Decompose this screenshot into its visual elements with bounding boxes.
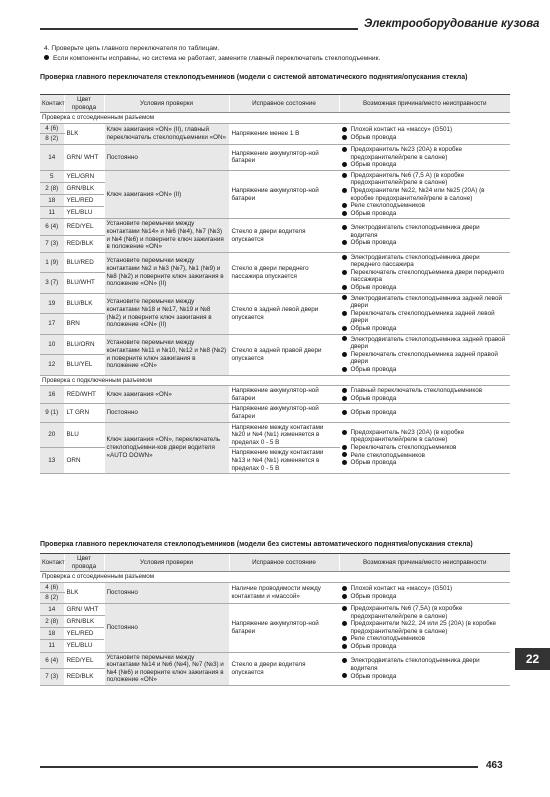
wire-color-cell: BLU/WHT bbox=[64, 273, 104, 293]
wire-color-cell: RED/BLK bbox=[64, 669, 104, 686]
section-label: Проверка с подключенным разъемом bbox=[40, 375, 510, 386]
cause-text: Переключатель стеклоподъемника задней левой двери bbox=[350, 309, 495, 325]
cause-item bbox=[342, 593, 509, 601]
column-header: Условия проверки bbox=[104, 95, 229, 113]
contact-cell: 8 (2) bbox=[40, 593, 64, 604]
wire-color-cell: GRN/BLK bbox=[64, 616, 104, 628]
condition-cell: Ключ зажигания «ON» (II) bbox=[104, 170, 229, 219]
cause-text: Реле стеклоподъемников bbox=[350, 635, 425, 643]
causes-cell bbox=[339, 219, 510, 252]
cause-text: Обрыв провода bbox=[350, 459, 397, 467]
cause-item bbox=[342, 444, 509, 452]
bullet-icon bbox=[342, 311, 347, 316]
section-label: Проверка с отсоединенным разъемом bbox=[40, 572, 510, 583]
causes-cell bbox=[339, 386, 510, 404]
condition-cell: Ключ зажигания «ON», переключатель стеклоподъемни-ков двери водителя «AUTO DOWN» bbox=[104, 422, 229, 474]
condition-cell: Установите перемычки между контактами №2 и №3 (№7), №1 (№9) и №8 (№2) и поверните ключ зажигания в положение «ON» (II) bbox=[104, 252, 229, 293]
intro-step: 4. Проверьте цепь главного переключателя по таблицам. bbox=[44, 45, 220, 52]
bullet-icon bbox=[342, 295, 347, 300]
state-cell: Напряжение аккумулятор-ной батареи bbox=[229, 170, 339, 219]
table-header-row bbox=[40, 554, 510, 572]
table-row bbox=[40, 170, 510, 182]
state-cell: Стекло в задней правой двери опускается bbox=[229, 334, 339, 375]
state-cell: Напряжение аккумулятор-ной батареи bbox=[229, 603, 339, 652]
state-cell: Напряжение аккумулятор-ной батареи bbox=[229, 404, 339, 422]
state-cell: Напряжение между контактами №13 и №4 (№1) изменяется в пределах 0 - 5 В bbox=[229, 448, 339, 474]
section-label: Проверка с отсоединенным разъемом bbox=[40, 113, 510, 124]
bullet-icon bbox=[342, 621, 347, 626]
bullet-icon bbox=[342, 658, 347, 663]
causes-cell bbox=[339, 603, 510, 652]
bullet-icon bbox=[342, 173, 347, 178]
table-row bbox=[40, 404, 510, 422]
page-number: 463 bbox=[486, 760, 503, 771]
cause-text: Электродвигатель стеклоподъемника двери водителя bbox=[350, 224, 480, 239]
wire-color-cell: BLU/YEL bbox=[64, 355, 104, 375]
bullet-icon bbox=[342, 430, 347, 435]
state-cell: Стекло в двери водителя опускается bbox=[229, 219, 339, 252]
wire-color-cell: RED/YEL bbox=[64, 219, 104, 236]
contact-cell: 19 bbox=[40, 293, 64, 313]
table1-title: Проверка главного переключателя стеклоподъемников (модели с системой автоматического поднятия/опускания стекла) bbox=[40, 74, 468, 81]
cause-item bbox=[342, 643, 509, 651]
cause-text: Переключатель стеклоподъемника задней правой двери bbox=[350, 350, 498, 366]
column-header: Контакт bbox=[40, 95, 64, 113]
header-rule bbox=[40, 28, 358, 30]
causes-cell bbox=[339, 293, 510, 334]
cause-item bbox=[342, 657, 509, 672]
bullet-icon bbox=[342, 255, 347, 260]
intro bbox=[44, 44, 380, 63]
cause-text: Предохранитель №23 (20А) в коробке предохранителей/реле в салоне) bbox=[350, 145, 462, 161]
bullet-icon bbox=[342, 644, 347, 649]
column-header: Исправное состояние bbox=[229, 554, 339, 572]
table-row bbox=[40, 582, 510, 593]
table-row bbox=[40, 219, 510, 236]
cause-text: Обрыв провода bbox=[350, 133, 397, 141]
cause-item bbox=[342, 605, 509, 620]
bullet-icon bbox=[342, 326, 347, 331]
bullet-icon bbox=[342, 410, 347, 415]
wire-color-cell: ORN bbox=[64, 448, 104, 474]
cause-item bbox=[342, 459, 509, 467]
contact-cell: 10 bbox=[40, 334, 64, 354]
table-row bbox=[40, 603, 510, 615]
contact-cell: 13 bbox=[40, 448, 64, 474]
cause-item bbox=[342, 254, 509, 269]
page-header-title: Электрооборудование кузова bbox=[364, 18, 540, 30]
state-cell: Напряжение между контактами №20 и №4 (№1) изменяется в пределах 0 - 5 В bbox=[229, 422, 339, 448]
bullet-icon bbox=[342, 336, 347, 341]
cause-item bbox=[342, 325, 509, 333]
column-header: Возможная причина/место неисправности bbox=[339, 95, 510, 113]
causes-cell bbox=[339, 123, 510, 144]
wire-color-cell: BLU bbox=[64, 422, 104, 448]
state-cell: Наличие проводимости между контактами и «массой» bbox=[229, 582, 339, 603]
bullet-icon bbox=[342, 162, 347, 167]
cause-item bbox=[342, 134, 509, 142]
cause-item bbox=[342, 210, 509, 218]
bullet-icon bbox=[342, 147, 347, 152]
condition-cell: Постоянно bbox=[104, 404, 229, 422]
contact-cell: 8 (2) bbox=[40, 134, 64, 145]
cause-text: Обрыв провода bbox=[350, 592, 397, 600]
bullet-icon bbox=[342, 135, 347, 140]
column-header: Контакт bbox=[40, 554, 64, 572]
cause-text: Обрыв провода bbox=[350, 209, 397, 217]
section-row bbox=[40, 572, 510, 583]
contact-cell: 6 (4) bbox=[40, 652, 64, 669]
bullet-icon bbox=[342, 396, 347, 401]
table-row bbox=[40, 252, 510, 272]
causes-cell bbox=[339, 652, 510, 685]
contact-cell: 4 (6) bbox=[40, 582, 64, 593]
contact-cell: 2 (8) bbox=[40, 182, 64, 194]
cause-text: Предохранитель №6 (7,5А) (в коробке предохранителей/реле в салоне) bbox=[350, 604, 463, 620]
cause-text: Плохой контакт на «массу» (G501) bbox=[350, 126, 453, 134]
contact-cell: 1 (9) bbox=[40, 252, 64, 272]
cause-item bbox=[342, 269, 509, 284]
wire-color-cell: GRN/ WHT bbox=[64, 144, 104, 170]
causes-cell bbox=[339, 422, 510, 474]
bullet-icon bbox=[342, 452, 347, 457]
wire-color-cell: YEL/RED bbox=[64, 195, 104, 207]
wire-color-cell: BLK bbox=[64, 582, 104, 603]
table-row bbox=[40, 652, 510, 669]
contact-cell: 9 (1) bbox=[40, 404, 64, 422]
cause-item bbox=[342, 239, 509, 247]
cause-text: Электродвигатель стеклоподъемника задней правой двери bbox=[350, 335, 506, 351]
bullet-icon bbox=[342, 367, 347, 372]
table1 bbox=[40, 94, 510, 474]
column-header: Цвет провода bbox=[64, 95, 104, 113]
contact-cell: 14 bbox=[40, 144, 64, 170]
cause-item bbox=[342, 295, 509, 310]
cause-item bbox=[342, 429, 509, 444]
cause-item bbox=[342, 310, 509, 325]
bullet-icon bbox=[342, 586, 347, 591]
bullet-icon bbox=[342, 285, 347, 290]
wire-color-cell: YEL/RED bbox=[64, 628, 104, 640]
cause-text: Обрыв провода bbox=[350, 161, 397, 169]
contact-cell: 14 bbox=[40, 603, 64, 615]
state-cell: Напряжение аккумулятор-ной батареи bbox=[229, 386, 339, 404]
wire-color-cell: RED/WHT bbox=[64, 386, 104, 404]
cause-item bbox=[342, 620, 509, 635]
cause-item bbox=[342, 284, 509, 292]
cause-item bbox=[342, 635, 509, 643]
cause-text: Реле стеклоподъемников bbox=[350, 202, 425, 210]
cause-text: Электродвигатель стеклоподъемника двери переднего пассажира bbox=[350, 253, 480, 269]
cause-text: Плохой контакт на «массу» (G501) bbox=[350, 585, 453, 593]
cause-text: Обрыв провода bbox=[350, 642, 397, 650]
contact-cell: 2 (8) bbox=[40, 616, 64, 628]
table-header-row bbox=[40, 95, 510, 113]
condition-cell: Ключ зажигания «ON» (II), главный переключатель стеклоподъемники «ON» bbox=[104, 123, 229, 144]
contact-cell: 7 (3) bbox=[40, 236, 64, 253]
causes-cell bbox=[339, 144, 510, 170]
column-header: Исправное состояние bbox=[229, 95, 339, 113]
cause-item bbox=[342, 146, 509, 161]
cause-item bbox=[342, 126, 509, 134]
bullet-icon bbox=[342, 270, 347, 275]
cause-text: Переключатель стеклоподъемника двери переднего пассажира bbox=[350, 268, 505, 284]
contact-cell: 18 bbox=[40, 628, 64, 640]
state-cell: Стекло в двери переднего пассажира опускается bbox=[229, 252, 339, 293]
bullet-icon bbox=[342, 188, 347, 193]
state-cell: Напряжение менее 1 В bbox=[229, 123, 339, 144]
section-row bbox=[40, 113, 510, 124]
cause-text: Предохранитель №6 (7,5 А) (в коробке предохранителей/реле в салоне) bbox=[350, 171, 465, 187]
wire-color-cell: BLK bbox=[64, 123, 104, 144]
wire-color-cell: LT GRN bbox=[64, 404, 104, 422]
contact-cell: 11 bbox=[40, 640, 64, 652]
chapter-tab: 22 bbox=[515, 648, 550, 670]
column-header: Условия проверки bbox=[104, 554, 229, 572]
condition-cell: Установите перемычки между контактами №18 и №17, №19 и №8 (№2) и поверните ключ зажигания в положение «ON» (II) bbox=[104, 293, 229, 334]
cause-item bbox=[342, 336, 509, 351]
cause-text: Обрыв провода bbox=[350, 409, 397, 417]
cause-text: Обрыв провода bbox=[350, 325, 397, 333]
wire-color-cell: YEL/BLU bbox=[64, 640, 104, 652]
table-row bbox=[40, 144, 510, 170]
cause-item bbox=[342, 161, 509, 169]
contact-cell: 7 (3) bbox=[40, 669, 64, 686]
section-row bbox=[40, 375, 510, 386]
condition-cell: Установите перемычки между контактами №11 и №10, №12 и №8 (№2) и поверните ключ зажигания в положение «ON» bbox=[104, 334, 229, 375]
cause-item bbox=[342, 224, 509, 239]
bullet-icon bbox=[342, 352, 347, 357]
bullet-icon bbox=[342, 225, 347, 230]
bullet-icon bbox=[342, 606, 347, 611]
bullet-icon bbox=[342, 594, 347, 599]
contact-cell: 18 bbox=[40, 195, 64, 207]
column-header: Возможная причина/место неисправности bbox=[339, 554, 510, 572]
contact-cell: 16 bbox=[40, 386, 64, 404]
wire-color-cell: YEL/GRN bbox=[64, 170, 104, 182]
wire-color-cell: BRN bbox=[64, 314, 104, 334]
intro-bullet: Если компоненты исправны, но система не работает, замените главный переключатель стеклоподъемник. bbox=[53, 54, 381, 62]
cause-text: Обрыв провода bbox=[350, 672, 397, 680]
cause-text: Переключатель стеклоподъемников bbox=[350, 444, 457, 452]
table-row bbox=[40, 386, 510, 404]
table-row bbox=[40, 123, 510, 134]
intro-bullet-item bbox=[44, 54, 380, 64]
cause-text: Электродвигатель стеклоподъемника двери водителя bbox=[350, 657, 480, 672]
bullet-icon bbox=[342, 211, 347, 216]
cause-text: Электродвигатель стеклоподъемника задней левой двери bbox=[350, 294, 502, 310]
cause-item bbox=[342, 395, 509, 403]
bullet-icon bbox=[342, 240, 347, 245]
contact-cell: 4 (6) bbox=[40, 123, 64, 134]
contact-cell: 3 (7) bbox=[40, 273, 64, 293]
column-header: Цвет провода bbox=[64, 554, 104, 572]
bullet-icon bbox=[342, 460, 347, 465]
causes-cell bbox=[339, 252, 510, 293]
causes-cell bbox=[339, 582, 510, 603]
condition-cell: Ключ зажигания «ON» bbox=[104, 386, 229, 404]
bullet-icon bbox=[44, 55, 49, 60]
table2-title: Проверка главного переключателя стеклоподъемников (модели без системы автоматического поднятия/опускания стекла) bbox=[40, 541, 473, 548]
contact-cell: 12 bbox=[40, 355, 64, 375]
condition-cell: Установите перемычки между контактами №14» и №6 (№4), №7 (№3) и №4 (№6) и поверните ключ зажигания в положение «ON» bbox=[104, 219, 229, 252]
state-cell: Стекло в двери водителя опускается bbox=[229, 652, 339, 685]
cause-text: Обрыв провода bbox=[350, 366, 397, 373]
contact-cell: 20 bbox=[40, 422, 64, 448]
cause-item bbox=[342, 409, 509, 417]
cause-text: Обрыв провода bbox=[350, 394, 397, 402]
wire-color-cell: BLU/BLK bbox=[64, 293, 104, 313]
causes-cell bbox=[339, 334, 510, 375]
cause-text: Предохранители №22, №24 или №25 (20А) (в коробке предохранителей/реле в салоне) bbox=[350, 186, 485, 202]
wire-color-cell: YEL/BLU bbox=[64, 207, 104, 219]
wire-color-cell: BLU/ORN bbox=[64, 334, 104, 354]
table-row bbox=[40, 293, 510, 313]
cause-text: Главный переключатель стеклоподъемников bbox=[350, 387, 483, 395]
cause-text: Предохранители №22, 24 или 25 (20А) (в коробке предохранителей/реле в салоне) bbox=[350, 620, 497, 635]
cause-item bbox=[342, 585, 509, 593]
contact-cell: 11 bbox=[40, 207, 64, 219]
contact-cell: 5 bbox=[40, 170, 64, 182]
contact-cell: 6 (4) bbox=[40, 219, 64, 236]
causes-cell bbox=[339, 170, 510, 219]
bullet-icon bbox=[342, 203, 347, 208]
wire-color-cell: RED/YEL bbox=[64, 652, 104, 669]
causes-cell bbox=[339, 404, 510, 422]
cause-item bbox=[342, 366, 509, 374]
state-cell: Напряжение аккумулятор-ной батареи bbox=[229, 144, 339, 170]
wire-color-cell: GRN/ WHT bbox=[64, 603, 104, 615]
cause-item bbox=[342, 202, 509, 210]
condition-cell: Постоянно bbox=[104, 144, 229, 170]
bullet-icon bbox=[342, 636, 347, 641]
footer-rule bbox=[40, 766, 478, 768]
condition-cell: Постоянно bbox=[104, 603, 229, 652]
contact-cell: 17 bbox=[40, 314, 64, 334]
cause-item bbox=[342, 351, 509, 366]
cause-text: Обрыв провода bbox=[350, 284, 397, 292]
cause-text: Реле стеклоподъемников bbox=[350, 451, 425, 459]
wire-color-cell: GRN/BLK bbox=[64, 182, 104, 194]
bullet-icon bbox=[342, 127, 347, 132]
cause-text: Предохранитель №23 (20А) (в коробке предохранителей/реле в салоне) bbox=[350, 428, 465, 444]
table2 bbox=[40, 553, 510, 686]
wire-color-cell: BLU/RED bbox=[64, 252, 104, 272]
cause-item bbox=[342, 673, 509, 681]
table-row bbox=[40, 422, 510, 448]
cause-item bbox=[342, 387, 509, 395]
bullet-icon bbox=[342, 388, 347, 393]
condition-cell: Установите перемычки между контактами №14 и №6 (№4), №7 (№3) и №4 (№6) и поверните ключ зажигания в положение «ON» bbox=[104, 652, 229, 685]
condition-cell: Постоянно bbox=[104, 582, 229, 603]
state-cell: Стекло в задней левой двери опускается bbox=[229, 293, 339, 334]
cause-item bbox=[342, 172, 509, 187]
bullet-icon bbox=[342, 673, 347, 678]
bullet-icon bbox=[342, 445, 347, 450]
table-row bbox=[40, 334, 510, 354]
wire-color-cell: RED/BLK bbox=[64, 236, 104, 253]
cause-item bbox=[342, 187, 509, 202]
cause-text: Обрыв провода bbox=[350, 239, 397, 247]
